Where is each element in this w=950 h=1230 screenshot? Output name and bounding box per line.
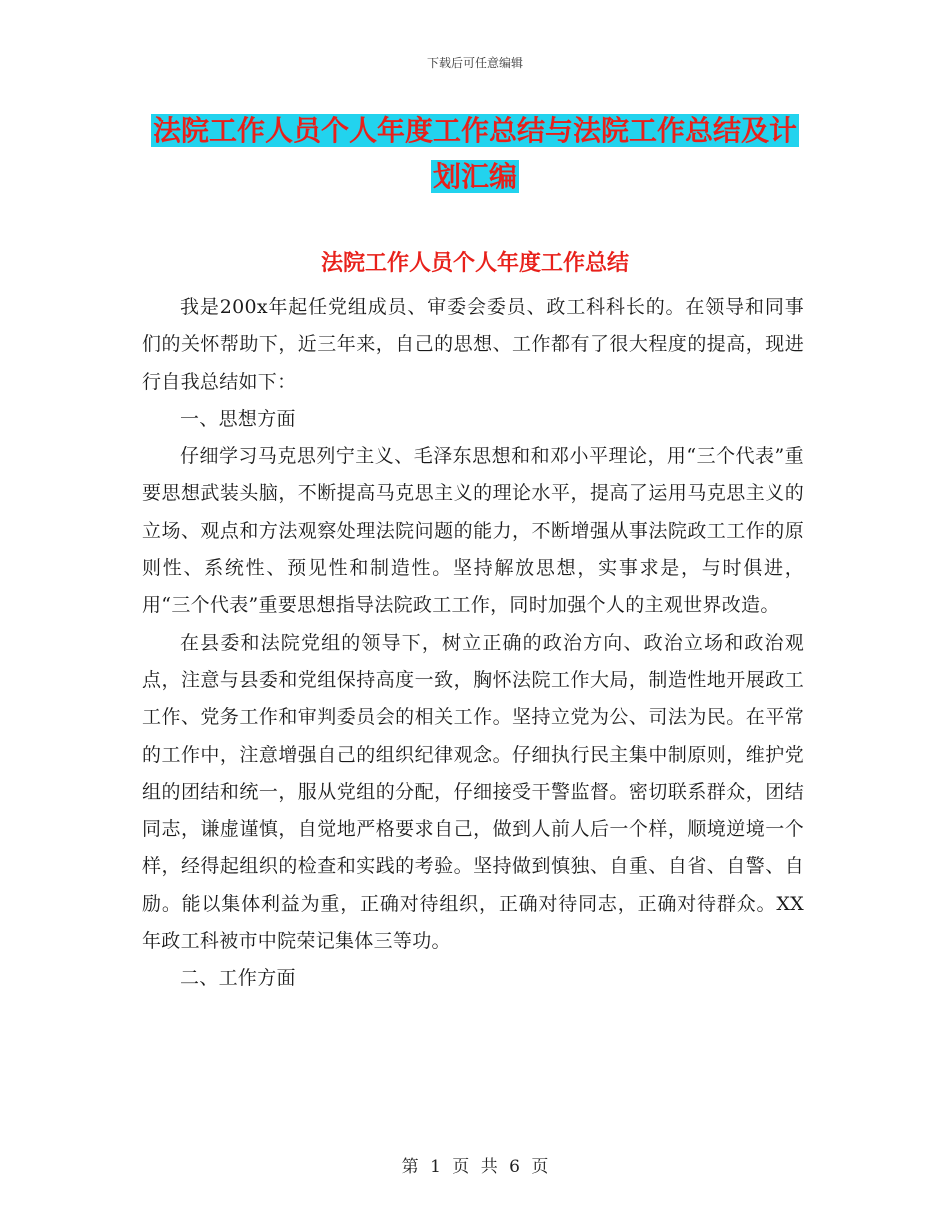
header-note: 下载后可任意编辑 (426, 56, 523, 70)
document-title (140, 108, 810, 200)
document-body (142, 289, 804, 998)
document-title-line-1: 法院工作人员个人年度工作总结与法院工作总结及计 (152, 114, 797, 147)
paragraph-intro: 我是200x年起任党组成员、审委会委员、政工科科长的。在领导和同事们的关怀帮助下，近三年来，自己的思想、工作都有了很大程度的提高，现进行自我总结如下： (142, 296, 804, 393)
paragraph-thought-study: 仔细学习马克思列宁主义、毛泽东思想和和邓小平理论，用“三个代表”重要思想武装头脑，不断提高马克思主义的理论水平，提高了运用马克思主义的立场、观点和方法观察处理法院问题的能力，不断增强从事法院政工工作的原则性、系统性、预见性和制造性。坚持解放思想，实事求是，与时俱进，用“三个代表”重要思想指导法院政工工作，同时加强个人的主观世界改造。 (142, 445, 804, 617)
document-title-line-2: 划汇编 (432, 160, 517, 193)
paragraph-thought-leadership: 在县委和法院党组的领导下，树立正确的政治方向、政治立场和政治观点，注意与县委和党组保持高度一致，胸怀法院工作大局，制造性地开展政工工作、党务工作和审判委员会的相关工作。坚持立党为公、司法为民。在平常的工作中，注意增强自己的组织纪律观念。仔细执行民主集中制原则，维护党组的团结和统一，服从党组的分配，仔细接受干警监督。密切联系群众，团结同志，谦虚谨慎，自觉地严格要求自己，做到人前人后一个样，顺境逆境一个样，经得起组织的检查和实践的考验。坚持做到慎独、自重、自省、自警、自励。能以集体利益为重，正确对待组织，正确对待同志，正确对待群众。XX年政工科被市中院荣记集体三等功。 (142, 631, 804, 953)
heading-thought: 一、思想方面 (180, 407, 296, 430)
page-footer: 第 1 页 共 6 页 (401, 1157, 549, 1177)
section-title: 法院工作人员个人年度工作总结 (320, 251, 629, 276)
heading-work: 二、工作方面 (180, 967, 296, 990)
